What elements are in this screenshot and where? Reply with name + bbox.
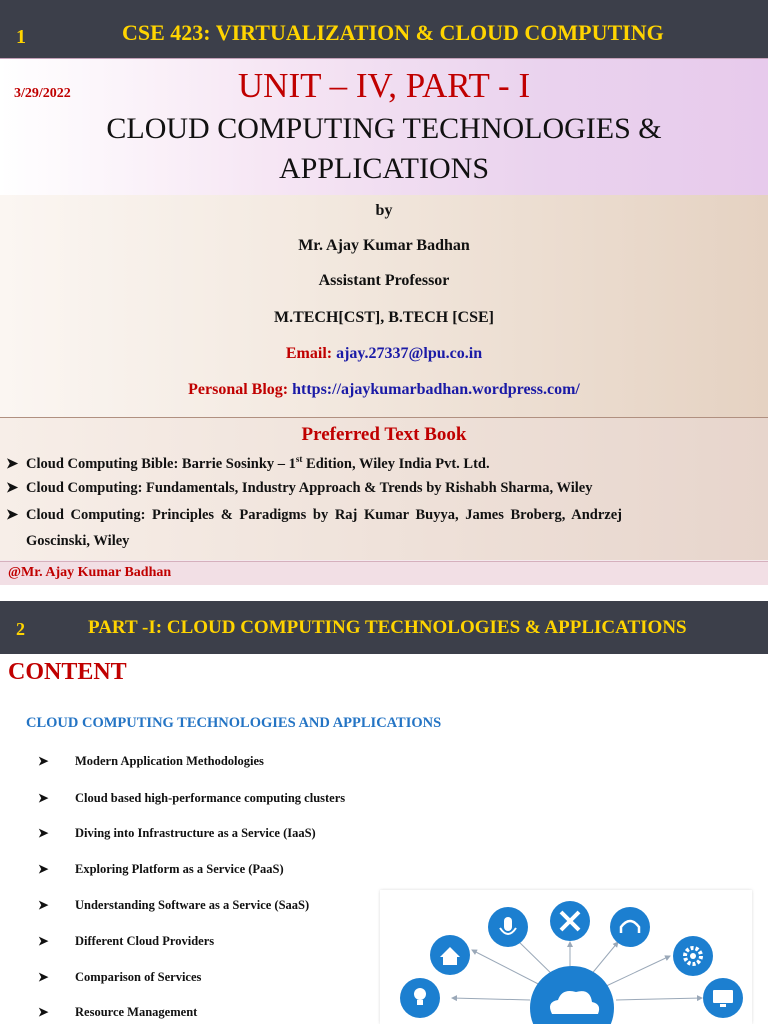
arrow-bullet-icon: ➤ (38, 862, 49, 876)
slide-number: 2 (16, 619, 25, 639)
textbook-item: ➤ Cloud Computing: Fundamentals, Industry Approach & Trends by Rishabh Sharma, Wiley (6, 480, 593, 496)
unit-title: UNIT – IV, PART - I (237, 66, 531, 105)
blog-link[interactable]: https://ajaykumarbadhan.wordpress.com/ (292, 381, 580, 398)
email-line (0, 345, 768, 363)
list-item: ➤ Resource Management (38, 1005, 198, 1019)
email-label: Email: (285, 345, 333, 362)
by-label: by (375, 202, 393, 219)
arrow-bullet-icon: ➤ (38, 1005, 49, 1019)
slide-number: 1 (16, 26, 26, 48)
list-item: ➤ Understanding Software as a Service (SaaS) (38, 898, 310, 912)
arrow-bullet-icon: ➤ (38, 898, 49, 912)
main-title-line-2: APPLICATIONS (278, 152, 490, 185)
arrow-bullet-icon: ➤ (6, 507, 19, 523)
gear-icon (673, 936, 713, 976)
arrow-bullet-icon: ➤ (38, 791, 49, 805)
lightbulb-icon (400, 978, 440, 1018)
tools-icon (550, 901, 590, 941)
list-item: ➤ Comparison of Services (38, 970, 202, 984)
author-role: Assistant Professor (318, 272, 450, 289)
footer-credit: @Mr. Ajay Kumar Badhan (8, 565, 172, 580)
author-name: Mr. Ajay Kumar Badhan (298, 237, 470, 254)
blog-line (0, 381, 768, 399)
list-item: ➤ Diving into Infrastructure as a Service (IaaS) (38, 826, 316, 840)
headphones-icon (610, 907, 650, 947)
content-heading: CONTENT (8, 659, 127, 685)
cloud-services-illustration (380, 890, 752, 1024)
home-icon (430, 935, 470, 975)
arrow-bullet-icon: ➤ (38, 934, 49, 948)
slide-footer (0, 561, 768, 585)
list-item: ➤ Exploring Platform as a Service (PaaS) (38, 862, 284, 876)
course-title: CSE 423: VIRTUALIZATION & CLOUD COMPUTING (122, 20, 664, 45)
email-link[interactable]: ajay.27337@lpu.co.in (336, 345, 483, 362)
arrow-bullet-icon: ➤ (38, 970, 49, 984)
slide-header (0, 0, 768, 58)
blog-label: Personal Blog: (188, 381, 289, 398)
microphone-icon (488, 907, 528, 947)
textbook-heading: Preferred Text Book (301, 424, 467, 445)
slide-date: 3/29/2022 (14, 86, 71, 101)
cloud-network-graphic (380, 890, 752, 1024)
slide-header (0, 601, 768, 654)
arrow-bullet-icon: ➤ (38, 826, 49, 840)
textbook-item: ➤ Cloud Computing: Principles & Paradigms by Raj Kumar Buyya, James Broberg, Andrzej (6, 507, 622, 523)
arrow-bullet-icon: ➤ (6, 480, 19, 496)
cloud-icon (530, 966, 614, 1024)
main-title-line-1: CLOUD COMPUTING TECHNOLOGIES & (106, 112, 662, 145)
monitor-icon (703, 978, 743, 1018)
arrow-bullet-icon: ➤ (6, 455, 19, 472)
list-item: ➤ Different Cloud Providers (38, 934, 215, 948)
textbook-item-continued: Goscinski, Wiley (26, 533, 130, 549)
textbook-item: ➤ Cloud Computing Bible: Barrie Sosinky – 1st Edition, Wiley India Pvt. Ltd. (6, 454, 490, 472)
content-subheading: CLOUD COMPUTING TECHNOLOGIES AND APPLICATIONS (26, 715, 442, 731)
part-title: PART -I: CLOUD COMPUTING TECHNOLOGIES & APPLICATIONS (88, 617, 687, 638)
arrow-bullet-icon: ➤ (38, 754, 49, 768)
list-item: ➤ Cloud based high-performance computing clusters (38, 791, 346, 805)
list-item: ➤ Modern Application Methodologies (38, 754, 264, 768)
slide-2 (0, 601, 768, 1024)
author-degrees: M.TECH[CST], B.TECH [CSE] (273, 309, 495, 326)
